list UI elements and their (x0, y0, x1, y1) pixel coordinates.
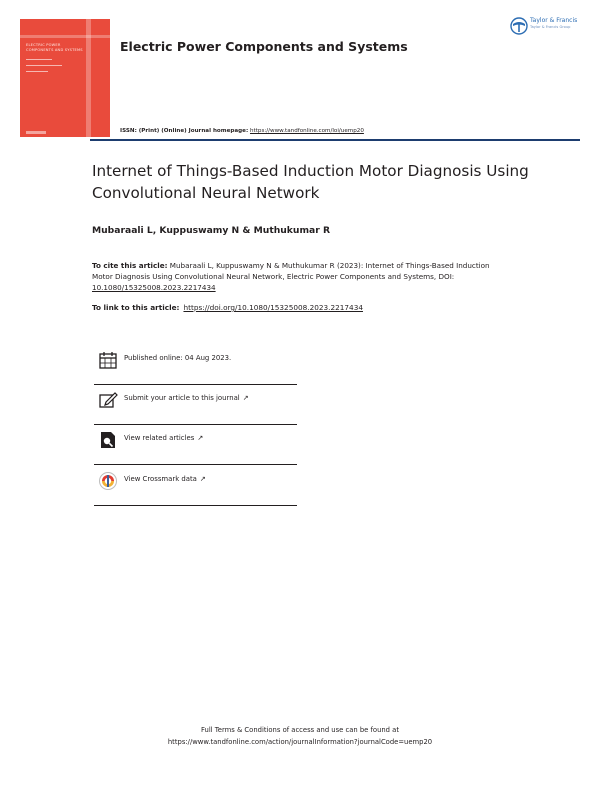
publisher-name: Taylor & Francis (530, 17, 578, 24)
submit-article-link[interactable] (124, 394, 249, 402)
submit-article-label: Submit your article to this journal (124, 394, 240, 402)
crossmark-label: View Crossmark data (124, 475, 197, 483)
article-link-line (92, 303, 363, 312)
published-online-text: Published online: 04 Aug 2023. (124, 354, 232, 362)
citation-text: Mubaraali L, Kuppuswamy N & Muthukumar R (2023): Internet of Things-Based Induction Motor Diagnosis Using Convolutional Neural Network, Electric Power Components and Systems, DOI: (92, 261, 490, 281)
cover-title-line2: COMPONENTS AND SYSTEMS (26, 47, 83, 52)
article-title: Internet of Things-Based Induction Motor Diagnosis Using Convolutional Neural Network (92, 162, 529, 202)
external-link-icon: ↗ (199, 475, 206, 483)
citation-label: To cite this article: (92, 261, 168, 270)
citation-doi-link[interactable]: 10.1080/15325008.2023.2217434 (92, 283, 216, 292)
edit-pencil-icon (98, 390, 118, 410)
cover-text-line (26, 59, 52, 60)
footer-terms-link[interactable]: https://www.tandfonline.com/action/journalInformation?journalCode=uemp20 (167, 738, 433, 746)
issn-line (120, 128, 364, 134)
cover-text-line (26, 71, 48, 72)
journal-title[interactable]: Electric Power Components and Systems (120, 39, 408, 54)
cover-title (26, 43, 83, 52)
published-online-row (94, 344, 297, 385)
crossmark-link[interactable] (124, 475, 206, 483)
related-articles-icon (98, 430, 118, 450)
article-doi-link[interactable]: https://doi.org/10.1080/15325008.2023.2217434 (183, 303, 363, 312)
cover-publisher-mark (26, 131, 46, 134)
related-articles-row[interactable] (94, 424, 297, 465)
crossmark-row[interactable] (94, 465, 297, 506)
external-link-icon: ↗ (197, 434, 204, 442)
crossmark-icon (98, 471, 118, 491)
cover-title-line1: ELECTRIC POWER (26, 43, 61, 47)
issn-label: ISSN: (Print) (Online) Journal homepage: (120, 128, 249, 134)
related-articles-label: View related articles (124, 434, 195, 442)
citation-block (92, 260, 512, 293)
external-link-icon: ↗ (242, 394, 249, 402)
article-authors: Mubaraali L, Kuppuswamy N & Muthukumar R (92, 225, 331, 236)
cover-stripe-horizontal (20, 35, 110, 38)
cover-text-line (26, 65, 62, 66)
header-divider (90, 139, 580, 141)
calendar-icon (98, 350, 118, 370)
publisher-logo-icon (510, 17, 528, 35)
publisher-subname: Taylor & Francis Group (530, 25, 571, 29)
journal-homepage-link[interactable]: https://www.tandfonline.com/loi/uemp20 (249, 128, 364, 134)
footer-terms-text: Full Terms & Conditions of access and use can be found at (201, 726, 399, 734)
publisher-logo[interactable] (510, 15, 590, 39)
link-label: To link to this article: (92, 303, 180, 312)
submit-article-row[interactable] (94, 384, 297, 425)
journal-cover-image (20, 19, 110, 137)
related-articles-link[interactable] (124, 434, 203, 442)
